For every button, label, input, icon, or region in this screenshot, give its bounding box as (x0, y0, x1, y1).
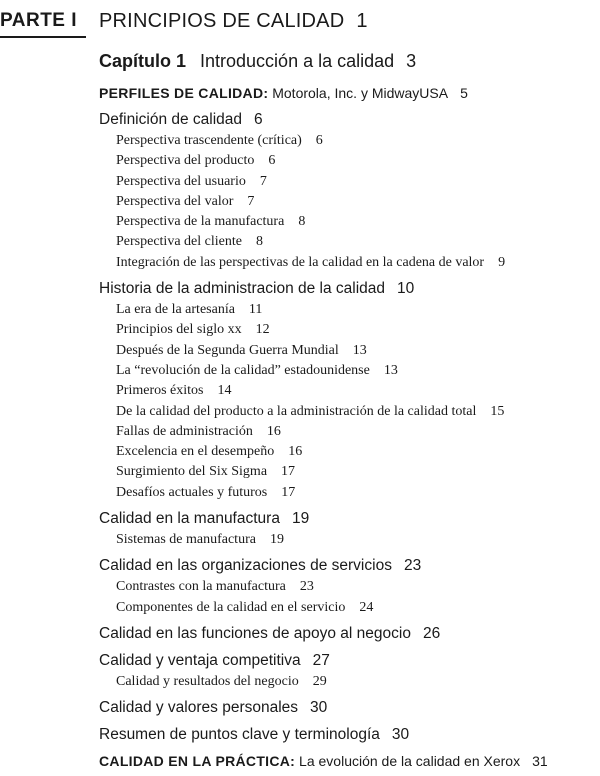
subsection-entry[interactable] (99, 577, 594, 597)
subsection-entry[interactable] (99, 422, 594, 442)
subsection-title: Componentes de la calidad en el servicio (116, 599, 346, 615)
section-list (99, 108, 594, 746)
subsection-entry[interactable] (99, 253, 594, 273)
subsection-entry[interactable] (99, 300, 594, 320)
chapter-title: Introducción a la calidad (200, 51, 395, 71)
section-entry[interactable] (99, 622, 594, 645)
subsection-title: Sistemas de manufactura (116, 532, 256, 548)
subsection-title: Perspectiva trascendente (crítica) (116, 133, 302, 148)
subsection-entry[interactable] (99, 402, 594, 422)
subsection-title: La “revolución de la calidad” estadounidense (116, 362, 370, 378)
subsection-page-number: 12 (255, 322, 270, 338)
section-title: Calidad en las organizaciones de servicios (99, 557, 392, 575)
subsection-entry[interactable] (99, 320, 594, 340)
subsection-entry[interactable] (99, 192, 594, 212)
section-page-number: 10 (397, 280, 415, 298)
subsection-page-number: 6 (268, 153, 276, 169)
subsection-entry[interactable] (99, 462, 594, 482)
subsection-entry[interactable] (99, 131, 594, 151)
section-title: Calidad en la manufactura (99, 510, 280, 528)
subsection-title: Excelencia en el desempeño (116, 444, 275, 460)
practice-label: CALIDAD EN LA PRÁCTICA: (99, 753, 296, 770)
subsection-page-number: 16 (266, 423, 281, 439)
section-title: Resumen de puntos clave y terminología (99, 726, 380, 744)
profile-text: Motorola, Inc. y MidwayUSA (272, 85, 449, 101)
subsection-page-number: 19 (269, 532, 284, 548)
section-page-number: 23 (403, 557, 422, 575)
section-entry[interactable] (99, 507, 594, 530)
subsection-page-number: 17 (281, 484, 296, 500)
section-page-number: 26 (422, 624, 441, 642)
chapter-entry[interactable] (99, 44, 594, 78)
section-entry[interactable] (99, 108, 594, 131)
subsection-title: De la calidad del producto a la administración de la calidad total (116, 403, 477, 419)
subsection-title: Perspectiva del cliente (116, 234, 242, 250)
subsection-page-number: 16 (288, 444, 303, 460)
subsection-entry[interactable] (99, 442, 594, 462)
subsection-title: Fallas de administración (116, 423, 253, 439)
section-entry[interactable] (99, 723, 594, 746)
subsection-page-number: 7 (247, 193, 255, 209)
subsection-page-number: 8 (298, 214, 306, 230)
subsection-entry[interactable] (99, 672, 594, 692)
subsection-title: Surgimiento del Six Sigma (116, 464, 268, 480)
profile-page-number: 5 (460, 85, 468, 101)
subsection-entry[interactable] (99, 381, 594, 401)
section-page-number: 30 (391, 726, 410, 744)
subsection-entry[interactable] (99, 361, 594, 381)
subsection-entry[interactable] (99, 151, 594, 171)
section-title: Historia de la administracion de la calidad (99, 280, 386, 298)
subsection-title: Primeros éxitos (116, 383, 204, 399)
section-page-number: 27 (312, 651, 330, 669)
subsection-title: Perspectiva del usuario (116, 173, 246, 189)
section-entry[interactable] (99, 696, 594, 719)
part-rule (0, 36, 86, 38)
subsection-entry[interactable] (99, 212, 594, 232)
subsection-page-number: 6 (315, 133, 323, 148)
table-of-contents (99, 44, 594, 776)
part-header (0, 6, 600, 40)
subsection-title: Perspectiva del valor (116, 193, 234, 209)
section-page-number: 19 (291, 510, 310, 528)
subsection-title: Perspectiva del producto (116, 153, 255, 169)
subsection-entry[interactable] (99, 172, 594, 192)
subsection-page-number: 23 (299, 579, 314, 595)
subsection-page-number: 7 (259, 173, 267, 189)
profile-feature-entry[interactable] (99, 78, 594, 108)
subsection-page-number: 15 (490, 403, 505, 419)
subsection-page-number: 8 (255, 234, 263, 250)
section-title: Calidad y ventaja competitiva (99, 651, 301, 669)
section-title: Calidad en las funciones de apoyo al negocio (99, 624, 411, 642)
section-entry[interactable] (99, 277, 594, 300)
section-entry[interactable] (99, 649, 594, 672)
subsection-page-number: 29 (312, 673, 327, 689)
profile-label: PERFILES DE CALIDAD: (99, 85, 269, 101)
subsection-page-number: 13 (383, 362, 398, 378)
subsection-title: Principios del siglo xx (116, 322, 242, 338)
subsection-title: Calidad y resultados del negocio (116, 673, 299, 689)
subsection-page-number: 13 (352, 342, 367, 358)
subsection-title: Perspectiva de la manufactura (116, 214, 285, 230)
subsection-page-number: 9 (498, 254, 506, 270)
section-entry[interactable] (99, 554, 594, 577)
subsection-entry[interactable] (99, 232, 594, 252)
subsection-entry[interactable] (99, 341, 594, 361)
section-page-number: 30 (310, 699, 328, 717)
subsection-title: Después de la Segunda Guerra Mundial (116, 342, 339, 358)
subsection-page-number: 11 (248, 302, 263, 318)
subsection-title: Desafíos actuales y futuros (116, 484, 268, 500)
practice-text: La evolución de la calidad en Xerox (299, 753, 521, 770)
subsection-title: La era de la artesanía (116, 302, 235, 318)
subsection-entry[interactable] (99, 483, 594, 503)
subsection-entry[interactable] (99, 598, 594, 618)
chapter-page-number: 3 (406, 51, 417, 71)
subsection-entry[interactable] (99, 530, 594, 550)
subsection-title: Integración de las perspectivas de la calidad en la cadena de valor (116, 254, 485, 270)
subsection-page-number: 14 (217, 383, 232, 399)
subsection-page-number: 24 (359, 599, 374, 615)
practice-feature-entry[interactable] (99, 746, 594, 776)
part-page-number: 1 (356, 10, 368, 32)
section-title: Calidad y valores personales (99, 699, 299, 717)
section-title: Definición de calidad (99, 111, 243, 128)
subsection-page-number: 17 (281, 464, 296, 480)
section-page-number: 6 (254, 111, 263, 128)
subsection-title: Contrastes con la manufactura (116, 579, 286, 595)
practice-page-number: 31 (532, 753, 548, 770)
part-label: PARTE I (0, 10, 78, 31)
part-title (99, 10, 368, 33)
chapter-label: Capítulo 1 (99, 51, 187, 71)
part-title-text: PRINCIPIOS DE CALIDAD (99, 10, 345, 32)
